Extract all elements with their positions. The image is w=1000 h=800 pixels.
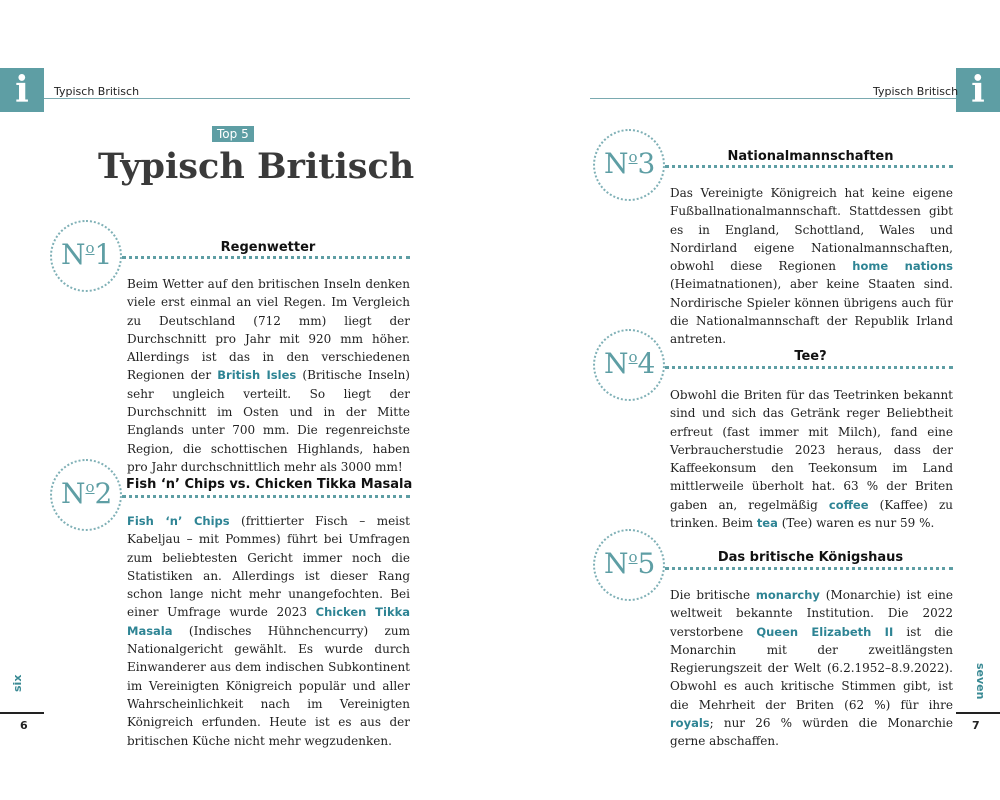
section-3-divider — [665, 165, 953, 168]
text-run: (Heimatnationen), aber keine Staaten sind. Nordirische Spieler können übrigens auch für die Nationalmannschaft der Republik Irland antreten. — [670, 277, 953, 347]
text-run: Die britische — [670, 588, 756, 602]
keyword-term: British Isles — [217, 368, 297, 383]
info-icon: i — [0, 68, 44, 112]
section-2-divider — [122, 495, 410, 498]
section-2-text — [127, 512, 410, 750]
keyword-term: monarchy — [755, 588, 820, 602]
text-run: Obwohl die Briten für das Teetrinken bekannt sind und sich das Getränk reger Beliebtheit erfreut (fast immer mit Milch), fand eine Verbraucherstudie 2023 heraus, dass der Kaffeekonsum den Teekonsum im Land mittlerweile überholt hat. 63 % der Briten gaben an, regelmäßig — [670, 388, 953, 512]
header-rule-left — [44, 98, 410, 99]
section-3-number: $N^o3$ — [604, 147, 656, 180]
section-2-title: Fish ‘n’ Chips vs. Chicken Tikka Masala — [126, 477, 413, 492]
text-run: (Kaffee) zu trinken. Beim — [670, 497, 954, 531]
keyword-term: Fish ‘n’ Chips — [127, 514, 230, 528]
text-run: (Monarchie) ist eine weltweit bekannte Institution. Die 2022 verstorbene — [670, 588, 953, 639]
section-4-text — [670, 386, 953, 532]
page-label-left: six — [11, 674, 24, 692]
page-number-right: 7 — [972, 719, 980, 732]
section-3-text — [670, 184, 953, 349]
page-number-left: 6 — [20, 719, 28, 732]
text-run: Das Vereinigte Königreich hat keine eigene Fußballnationalmannschaft. Stattdessen gibt es in England, Schottland, Wales und Nordirland eigene Nationalmannschaften, obwohl diese Regionen — [670, 186, 953, 274]
section-5-number: $N^o5$ — [604, 547, 656, 580]
running-header-left: Typisch Britisch — [54, 85, 140, 98]
keyword-term: tea — [756, 516, 778, 531]
info-icon-right: i — [956, 68, 1000, 112]
text-run: ist die Monarchin mit der zweitlängsten Regierungszeit der Welt (6.2.1952–8.9.2022). Obwohl es auch kritische Stimmen gibt, ist die Mehrheit der Briten (62 %) für ihre — [670, 624, 953, 712]
section-4-divider — [665, 366, 953, 369]
page-title: Typisch Britisch — [98, 146, 415, 187]
keyword-term: home nations — [852, 259, 953, 274]
section-1-number: $N^o1$ — [61, 238, 113, 271]
text-run: (Tee) waren es nur 59 %. — [777, 516, 935, 531]
section-2-number: $N^o2$ — [61, 477, 113, 510]
section-3-title: Nationalmannschaften — [727, 149, 894, 164]
section-1-text — [127, 275, 410, 476]
header-rule-right — [590, 98, 956, 99]
footer-rule-right — [956, 712, 1000, 714]
text-run: (frittierter Fisch – meist Kabeljau – mit Pommes) führt bei Umfragen zum beliebtesten Gericht immer noch die Statistiken an. Allerdings ist dieser Rang schon lange nicht mehr unangefochten. Bei einer Umfrage wurde 2023 — [127, 514, 410, 620]
section-5-divider — [665, 567, 953, 570]
running-header-right: Typisch Britisch — [873, 85, 959, 98]
section-1-divider — [122, 256, 410, 259]
text-run: Beim Wetter auf den britischen Inseln denken viele erst einmal an viel Regen. Im Vergleich zu Deutschland (712 mm) liegt der Durchschnitt pro Jahr mit 920 mm höher. Allerdings ist das in den verschiedenen Regionen der — [127, 277, 410, 383]
keyword-term: Chicken Tikka Masala — [127, 605, 410, 638]
keyword-term: coffee — [828, 497, 869, 512]
footer-rule-left — [0, 712, 44, 714]
top5-badge: Top 5 — [212, 126, 254, 142]
page-label-right: seven — [974, 663, 987, 700]
keyword-term: royals — [670, 716, 710, 731]
text-run: (Indisches Hühnchencurry) zum Nationalgericht gewählt. Es wurde durch Einwanderer aus dem indischen Subkontinent im Vereinigten Königreich populär und aller Wahrscheinlichkeit nach im Vereinigten Königreich erfunden. Heute ist es aus der britischen Küche nicht mehr wegzudenken. — [127, 623, 410, 748]
section-1-title: Regenwetter — [220, 240, 316, 255]
section-5-text — [670, 586, 953, 751]
section-4-number: $N^o4$ — [604, 347, 656, 380]
keyword-term: Queen Elizabeth II — [756, 624, 894, 639]
text-run: (Britische Inseln) sehr ungleich verteilt. So liegt der Durchschnitt im Osten und in der Mitte Englands unter 700 mm. Die regenreichste Region, die schottischen Highlands, haben pro Jahr durchschnittlich mehr als 3000 mm! — [127, 368, 410, 474]
section-5-title: Das britische Königshaus — [717, 550, 904, 565]
section-4-title: Tee? — [794, 349, 827, 364]
text-run: ; nur 26 % würden die Monarchie gerne abschaffen. — [670, 716, 953, 749]
